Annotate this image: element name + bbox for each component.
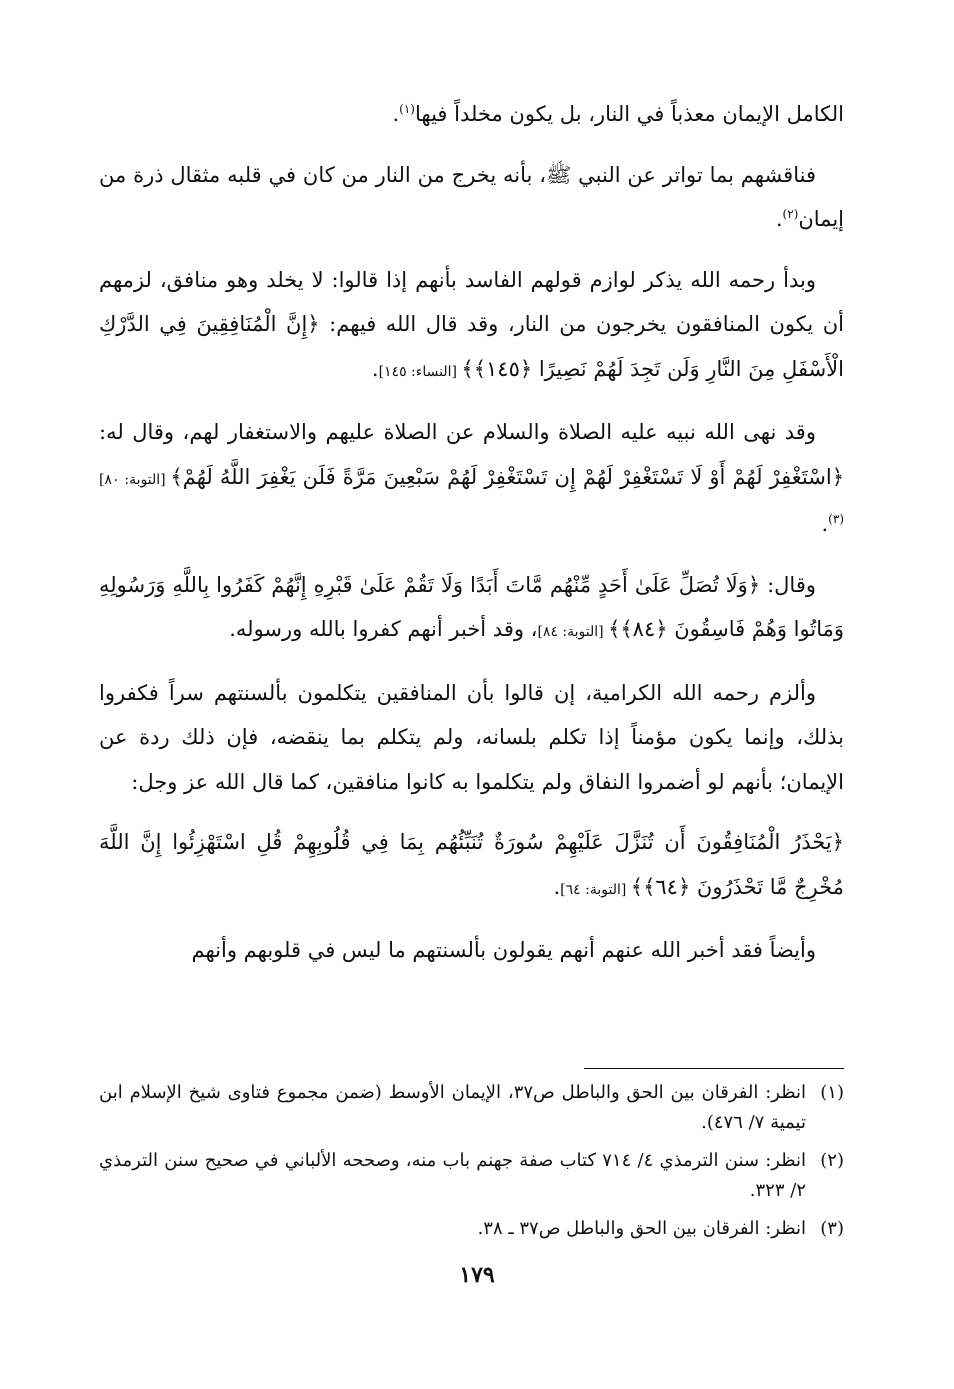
paragraph-7: ﴿يَحْذَرُ الْمُنَافِقُونَ أَن تُنَزَّلَ عَلَيْهِمْ سُورَةٌ تُنَبِّئُهُم بِمَا فِي قُلُوبِهِمْ قُلِ اسْتَهْزِئُوا إِنَّ اللَّهَ مُخْرِجٌ مَّا تَحْذَرُونَ ﴿٦٤﴾﴾ [التوبة: ٦٤]. — [99, 830, 844, 899]
footnote-number: (٣) — [820, 1218, 844, 1239]
footnote-number: (١) — [820, 1082, 844, 1103]
footnote-ref-3[interactable]: (٣) — [828, 512, 844, 526]
main-text — [99, 92, 844, 989]
paragraph-8: وأيضاً فقد أخبر الله عنهم أنهم يقولون بألسنتهم ما ليس في قلوبهم وأنهم — [191, 938, 816, 962]
page-number: ١٧٩ — [459, 1262, 495, 1288]
paragraph-3: وبدأ رحمه الله يذكر لوازم قولهم الفاسد بأنهم إذا قالوا: لا يخلد وهو منافق، لزمهم أن يكون المنافقون يخرجون من النار، وقد قال الله فيهم: ﴿إِنَّ الْمُنَافِقِينَ فِي الدَّرْكِ الْأَسْفَلِ مِنَ النَّارِ وَلَن تَجِدَ لَهُمْ نَصِيرًا ﴿١٤٥﴾﴾ [النساء: ١٤٥]. — [99, 267, 844, 381]
paragraph-5: وقال: ﴿وَلَا تُصَلِّ عَلَىٰ أَحَدٍ مِّنْهُم مَّاتَ أَبَدًا وَلَا تَقُمْ عَلَىٰ قَبْرِهِ إِنَّهُمْ كَفَرُوا بِاللَّهِ وَرَسُولِهِ وَمَاتُوا وَهُمْ فَاسِقُونَ ﴿٨٤﴾﴾ [التوبة: ٨٤]، وقد أخبر أنهم كفروا بالله ورسوله. — [99, 572, 844, 641]
verse-reference: [التوبة: ٨٠] — [99, 471, 171, 488]
verse-reference: [النساء: ١٤٥] — [378, 363, 462, 380]
footnote-3 — [99, 1214, 844, 1244]
verse-reference: [التوبة: ٨٤] — [537, 624, 609, 640]
footnote-1 — [99, 1078, 844, 1138]
footnote-2 — [99, 1146, 844, 1206]
paragraph-2: فناقشهم بما تواتر عن النبي ﷺ، بأنه يخرج من النار من كان في قلبه مثقال ذرة من إيمان$^{(٢)}$. — [99, 162, 844, 231]
quran-verse: ﴿وَلَا تُصَلِّ عَلَىٰ أَحَدٍ مِّنْهُم مَّاتَ أَبَدًا وَلَا تَقُمْ عَلَىٰ قَبْرِهِ إِنَّهُمْ كَفَرُوا بِاللَّهِ وَرَسُولِهِ وَمَاتُوا وَهُمْ فَاسِقُونَ ﴿٨٤﴾﴾ — [99, 572, 844, 641]
footnote-text: انظر: الفرقان بين الحق والباطل ص٣٧، الإيمان الأوسط (ضمن مجموع فتاوى شيخ الإسلام ابن تيمية ٧/ ٤٧٦). — [99, 1082, 806, 1133]
footnote-text: انظر: الفرقان بين الحق والباطل ص٣٧ ـ ٣٨. — [477, 1218, 806, 1239]
footnote-separator — [584, 1068, 844, 1069]
footnotes — [99, 1078, 844, 1252]
quran-verse: ﴿إِنَّ الْمُنَافِقِينَ فِي الدَّرْكِ الْأَسْفَلِ مِنَ النَّارِ وَلَن تَجِدَ لَهُمْ نَصِيرًا ﴿١٤٥﴾﴾ — [99, 312, 844, 381]
footnote-text: انظر: سنن الترمذي ٤/ ٧١٤ كتاب صفة جهنم باب منه، وصححه الألباني في صحيح سنن الترمذي ٢/ ٣٢٣. — [99, 1150, 806, 1201]
paragraph-4: وقد نهى الله نبيه عليه الصلاة والسلام عن الصلاة عليهم والاستغفار لهم، وقال له: ﴿اسْتَغْفِرْ لَهُمْ أَوْ لَا تَسْتَغْفِرْ لَهُمْ إِن تَسْتَغْفِرْ لَهُمْ سَبْعِينَ مَرَّةً فَلَن يَغْفِرَ اللَّهُ لَهُمْ﴾ [التوبة: ٨٠]$^{(٣)}$. — [99, 420, 844, 536]
quran-verse: ﴿يَحْذَرُ الْمُنَافِقُونَ أَن تُنَزَّلَ عَلَيْهِمْ سُورَةٌ تُنَبِّئُهُم بِمَا فِي قُلُوبِهِمْ قُلِ اسْتَهْزِئُوا إِنَّ اللَّهَ مُخْرِجٌ مَّا تَحْذَرُونَ ﴿٦٤﴾﴾ — [99, 830, 844, 899]
footnote-ref-2[interactable]: (٢) — [782, 207, 799, 221]
footnote-ref-1[interactable]: (١) — [399, 102, 415, 116]
paragraph-6: وألزم رحمه الله الكرامية، إن قالوا بأن المنافقين يتكلمون بألسنتهم سراً فكفروا بذلك، وإنما يكون مؤمناً إذا تكلم بلسانه، ولم يتكلم بما ينقضه، فإن ذلك ردة عن الإيمان؛ بأنهم لو أضمروا النفاق ولم يتكلموا به كانوا منافقين، كما قال الله عز وجل: — [99, 680, 844, 794]
footnote-number: (٢) — [820, 1150, 844, 1171]
verse-reference: [التوبة: ٦٤] — [560, 881, 631, 898]
quran-verse: ﴿اسْتَغْفِرْ لَهُمْ أَوْ لَا تَسْتَغْفِرْ لَهُمْ إِن تَسْتَغْفِرْ لَهُمْ سَبْعِينَ مَرَّةً فَلَن يَغْفِرَ اللَّهُ لَهُمْ﴾ — [170, 464, 844, 489]
paragraph-1: الكامل الإيمان معذباً في النار، بل يكون مخلداً فيها$^{(١)}$. — [392, 102, 844, 126]
